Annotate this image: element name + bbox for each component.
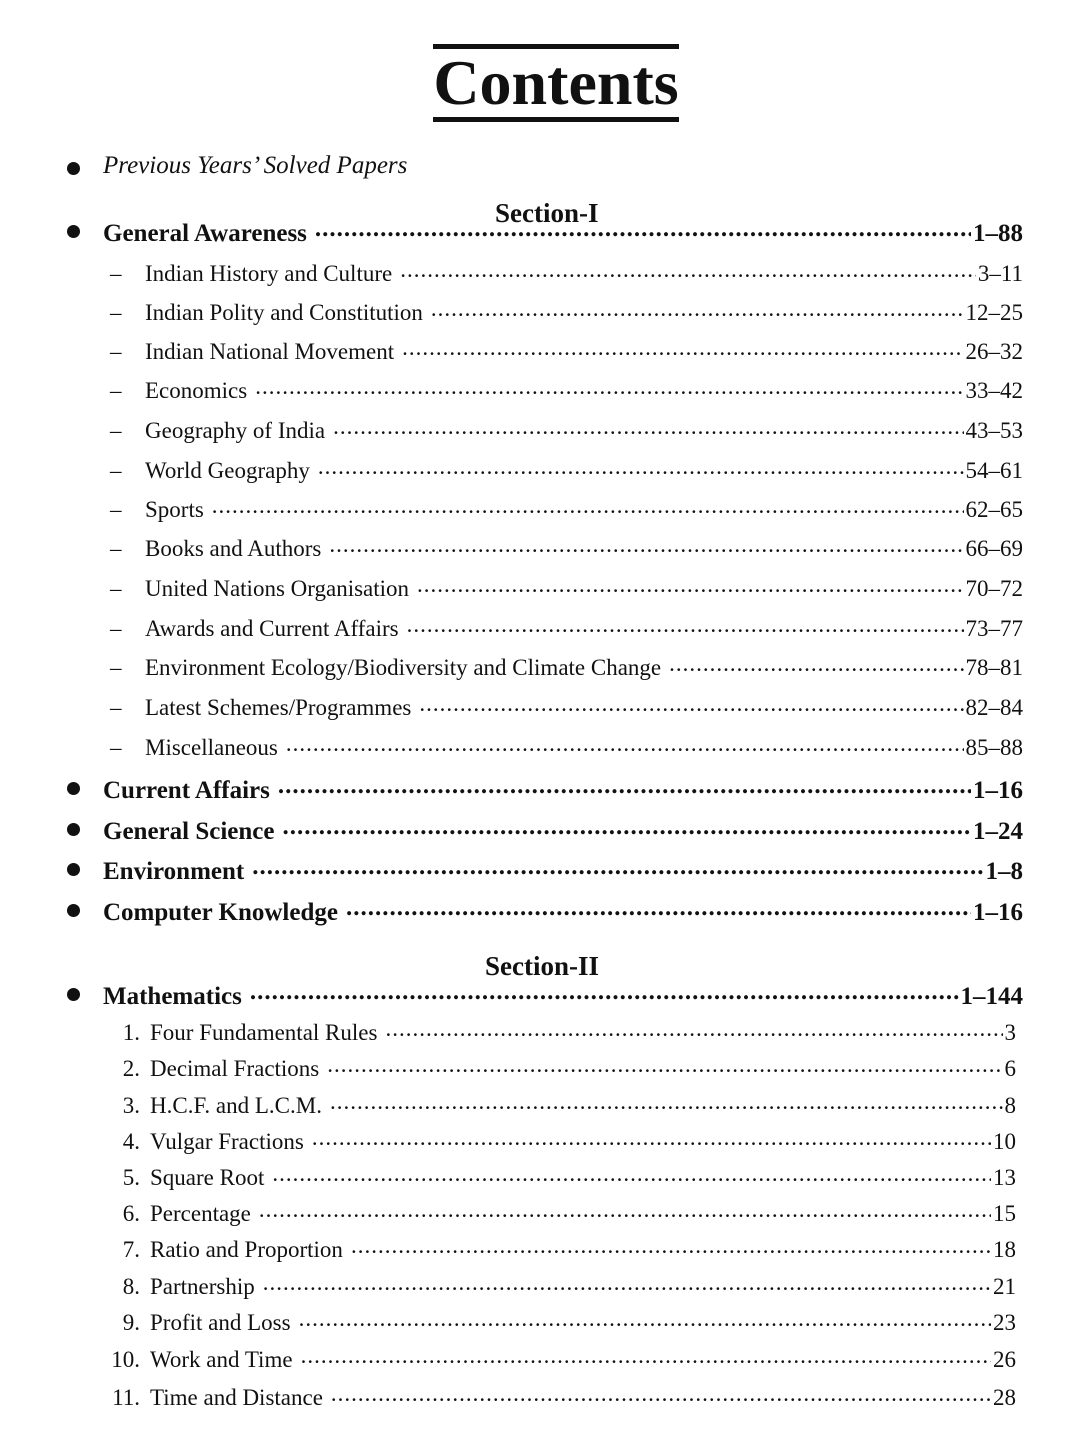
toc-entry-pages: 26–32: [965, 339, 1023, 364]
toc-entry[interactable]: [103, 814, 1023, 846]
toc-entry[interactable]: [103, 216, 1023, 248]
chapter-number: 1.: [122, 1020, 140, 1045]
toc-entry-pages: 1–24: [973, 818, 1023, 845]
chapter-page: 18: [993, 1237, 1016, 1262]
toc-entry-pages: 54–61: [965, 458, 1023, 483]
bullet-icon: [67, 823, 80, 836]
toc-sub-entry[interactable]: [110, 455, 1023, 484]
contents-title-box: [433, 44, 679, 122]
chapter-page: 8: [1004, 1093, 1016, 1118]
chapter-page: 13: [993, 1165, 1016, 1190]
dash-marker: –: [110, 458, 122, 483]
toc-entry-pages: 85–88: [965, 735, 1023, 760]
dash-marker: –: [110, 536, 122, 561]
chapter-page: 21: [993, 1274, 1016, 1299]
dash-marker: –: [110, 339, 122, 364]
chapter-entry[interactable]: [90, 1198, 1016, 1227]
dash-marker: –: [110, 300, 122, 325]
chapter-label: Square Root: [150, 1165, 265, 1190]
leader-dots: [259, 1198, 991, 1221]
leader-dots: [417, 573, 963, 596]
chapter-number: 5.: [122, 1165, 140, 1190]
bullet-icon: [67, 863, 80, 876]
leader-dots: [333, 415, 963, 438]
bullet-icon: [67, 904, 80, 917]
leader-dots: [299, 1307, 991, 1330]
toc-sub-entry[interactable]: [110, 415, 1023, 444]
chapter-label: Work and Time: [150, 1347, 293, 1372]
leader-dots: [346, 895, 971, 920]
toc-entry-label: Awards and Current Affairs: [145, 616, 399, 641]
toc-sub-entry[interactable]: [110, 652, 1023, 681]
chapter-entry[interactable]: [90, 1126, 1016, 1155]
leader-dots: [263, 1271, 991, 1294]
dash-marker: –: [110, 695, 122, 720]
toc-entry[interactable]: [103, 854, 1023, 886]
toc-entry-label: Indian History and Culture: [145, 261, 393, 286]
chapter-number: 11.: [112, 1385, 140, 1410]
dash-marker: –: [110, 735, 122, 760]
chapter-entry[interactable]: [90, 1053, 1016, 1082]
chapter-entry[interactable]: [90, 1090, 1016, 1119]
toc-entry-label: Environment: [103, 858, 245, 885]
toc-entry-pages: 1–144: [960, 983, 1023, 1010]
chapter-entry[interactable]: [90, 1017, 1016, 1046]
chapter-label: Partnership: [150, 1274, 255, 1299]
leader-dots: [255, 375, 963, 398]
chapter-page: 10: [993, 1129, 1016, 1154]
toc-sub-entry[interactable]: [110, 336, 1023, 365]
chapter-number: 3.: [122, 1093, 140, 1118]
chapter-page: 6: [1004, 1056, 1016, 1081]
chapter-label: Profit and Loss: [150, 1310, 291, 1335]
chapter-entry[interactable]: [90, 1234, 1016, 1263]
chapter-number: 10.: [111, 1347, 140, 1372]
toc-entry[interactable]: [103, 979, 1023, 1011]
leader-dots: [282, 814, 971, 839]
toc-sub-entry[interactable]: [110, 732, 1023, 761]
toc-entry-pages: 1–8: [985, 858, 1023, 885]
chapter-number: 4.: [122, 1129, 140, 1154]
chapter-label: Vulgar Fractions: [150, 1129, 304, 1154]
chapter-entry[interactable]: [90, 1307, 1016, 1336]
toc-entry-pages: 78–81: [965, 655, 1023, 680]
leader-dots: [407, 613, 964, 636]
toc-entry-pages: 33–42: [965, 378, 1023, 403]
intro-line: Previous Years’ Solved Papers: [103, 152, 408, 179]
chapter-number: 9.: [122, 1310, 140, 1335]
leader-dots: [402, 336, 963, 359]
chapter-entry[interactable]: [90, 1344, 1016, 1373]
leader-dots: [351, 1234, 991, 1257]
toc-entry-label: General Awareness: [103, 220, 307, 247]
leader-dots: [330, 1090, 1003, 1113]
toc-entry-label: World Geography: [145, 458, 310, 483]
toc-entry-label: Latest Schemes/Programmes: [145, 695, 412, 720]
leader-dots: [278, 773, 971, 798]
toc-sub-entry[interactable]: [110, 258, 1023, 287]
chapter-number: 7.: [122, 1237, 140, 1262]
toc-entry[interactable]: [103, 773, 1023, 805]
toc-entry-pages: 66–69: [965, 536, 1023, 561]
toc-entry-pages: 1–16: [973, 899, 1023, 926]
leader-dots: [431, 297, 964, 320]
toc-entry-pages: 73–77: [965, 616, 1023, 641]
chapter-entry[interactable]: [90, 1162, 1016, 1191]
chapter-number: 6.: [122, 1201, 140, 1226]
chapter-label: Decimal Fractions: [150, 1056, 320, 1081]
leader-dots: [212, 494, 964, 517]
dash-marker: –: [110, 378, 122, 403]
leader-dots: [286, 732, 964, 755]
chapter-label: Time and Distance: [150, 1385, 323, 1410]
chapter-page: 23: [993, 1310, 1016, 1335]
bullet-icon: [67, 225, 80, 238]
chapter-label: Ratio and Proportion: [150, 1237, 343, 1262]
toc-entry-label: Current Affairs: [103, 777, 270, 804]
dash-marker: –: [110, 497, 122, 522]
leader-dots: [318, 455, 964, 478]
chapter-label: Four Fundamental Rules: [150, 1020, 378, 1045]
toc-sub-entry[interactable]: [110, 297, 1023, 326]
toc-entry-pages: 1–88: [973, 220, 1023, 247]
chapter-number: 8.: [122, 1274, 140, 1299]
toc-entry-label: Sports: [145, 497, 204, 522]
toc-entry-pages: 12–25: [965, 300, 1023, 325]
leader-dots: [312, 1126, 991, 1149]
chapter-page: 3: [1004, 1020, 1016, 1045]
leader-dots: [301, 1344, 991, 1367]
toc-entry-label: Economics: [145, 378, 248, 403]
leader-dots: [385, 1017, 1002, 1040]
dash-marker: –: [110, 261, 122, 286]
leader-dots: [400, 258, 976, 281]
toc-entry-label: General Science: [103, 818, 275, 845]
chapter-entry[interactable]: [90, 1271, 1016, 1300]
leader-dots: [250, 979, 959, 1004]
toc-entry-pages: 82–84: [965, 695, 1023, 720]
dash-marker: –: [110, 655, 122, 680]
leader-dots: [272, 1162, 991, 1185]
chapter-label: H.C.F. and L.C.M.: [150, 1093, 322, 1118]
dash-marker: –: [110, 616, 122, 641]
toc-entry-label: Books and Authors: [145, 536, 322, 561]
dash-marker: –: [110, 418, 122, 443]
leader-dots: [252, 854, 983, 879]
section-heading: Section-I: [495, 198, 599, 228]
section-heading: Section-II: [485, 951, 599, 981]
toc-entry[interactable]: [103, 895, 1023, 927]
chapter-number: 2.: [122, 1056, 140, 1081]
toc-entry-label: Mathematics: [103, 983, 242, 1010]
toc-sub-entry[interactable]: [110, 692, 1023, 721]
bullet-icon: [67, 988, 80, 1001]
toc-entry-pages: 70–72: [965, 576, 1023, 601]
toc-sub-entry[interactable]: [110, 375, 1023, 404]
dash-marker: –: [110, 576, 122, 601]
bullet-icon: [67, 782, 80, 795]
leader-dots: [329, 533, 963, 556]
bullet-icon: [67, 162, 80, 175]
toc-entry-label: United Nations Organisation: [145, 576, 410, 601]
toc-entry-label: Indian National Movement: [145, 339, 395, 364]
toc-entry-label: Indian Polity and Constitution: [145, 300, 423, 325]
chapter-page: 28: [993, 1385, 1016, 1410]
toc-entry-pages: 62–65: [965, 497, 1023, 522]
leader-dots: [669, 652, 963, 675]
page-title: Contents: [433, 47, 679, 118]
leader-dots: [315, 216, 971, 241]
toc-sub-entry[interactable]: [110, 494, 1023, 523]
toc-sub-entry[interactable]: [110, 613, 1023, 642]
toc-entry-label: Computer Knowledge: [103, 899, 338, 926]
toc-entry-label: Miscellaneous: [145, 735, 278, 760]
toc-sub-entry[interactable]: [110, 573, 1023, 602]
leader-dots: [331, 1382, 991, 1405]
leader-dots: [327, 1053, 1002, 1076]
toc-entry-label: Geography of India: [145, 418, 326, 443]
leader-dots: [419, 692, 963, 715]
chapter-page: 15: [993, 1201, 1016, 1226]
chapter-label: Percentage: [150, 1201, 251, 1226]
toc-entry-label: Environment Ecology/Biodiversity and Climate Change: [145, 655, 662, 680]
toc-entry-pages: 43–53: [965, 418, 1023, 443]
chapter-page: 26: [993, 1347, 1016, 1372]
toc-entry-pages: 1–16: [973, 777, 1023, 804]
toc-sub-entry[interactable]: [110, 533, 1023, 562]
chapter-entry[interactable]: [90, 1382, 1016, 1411]
toc-entry-pages: 3–11: [977, 261, 1023, 286]
